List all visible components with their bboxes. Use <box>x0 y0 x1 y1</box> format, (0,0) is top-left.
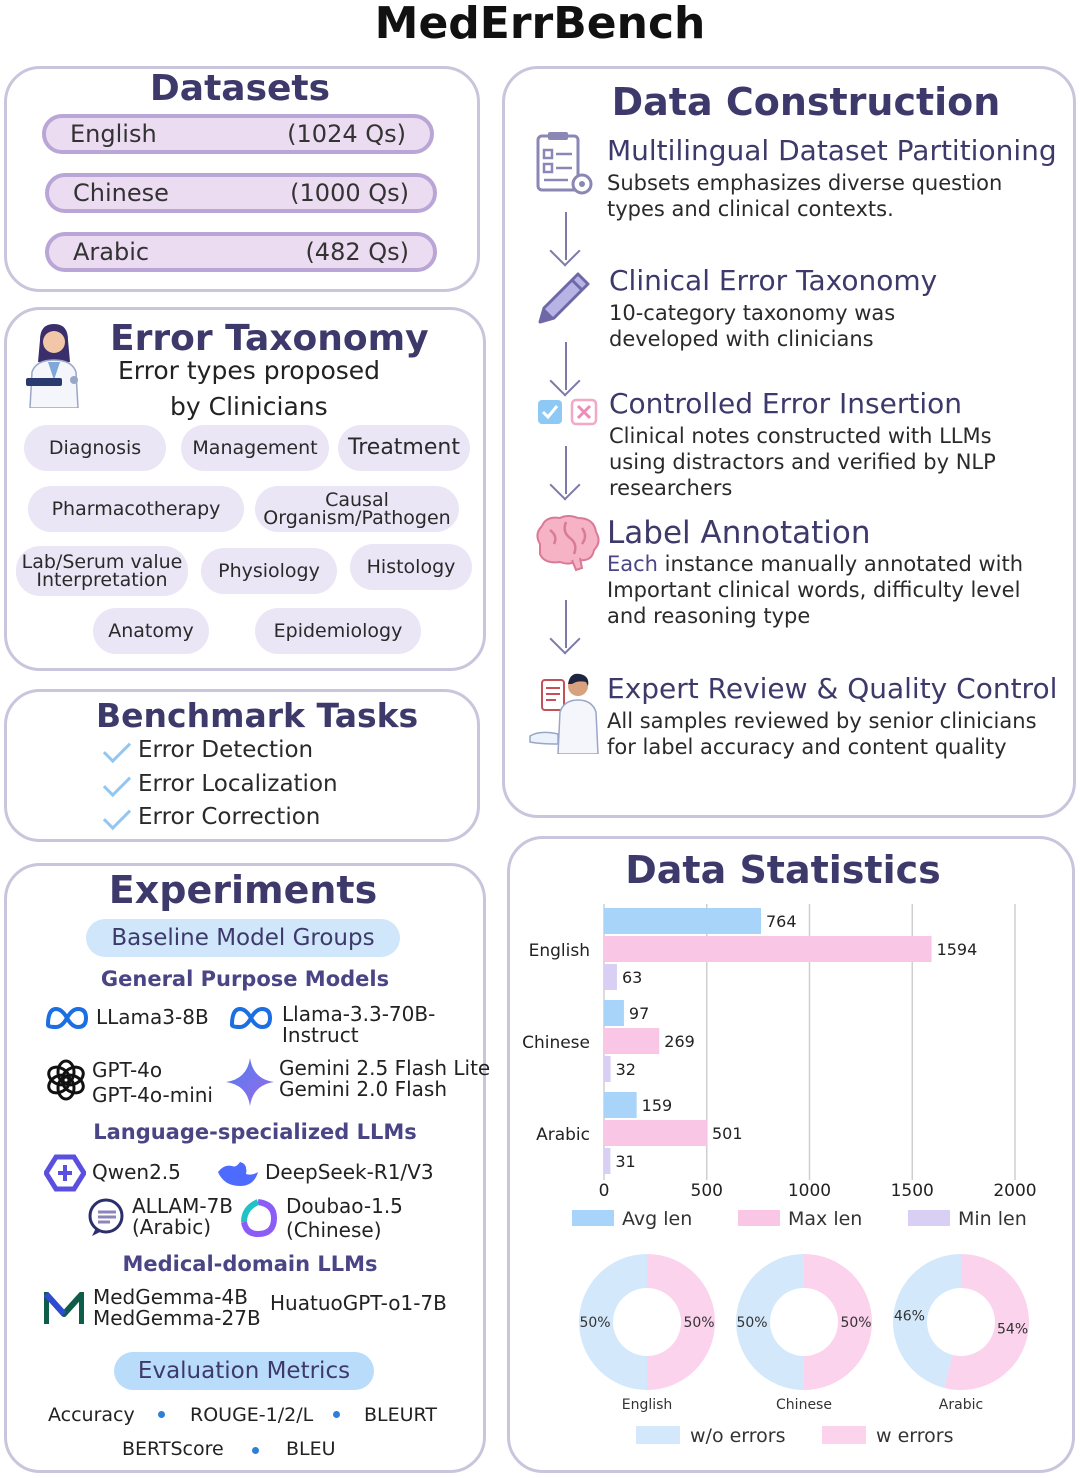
construction-heading: Data Construction <box>611 80 1001 124</box>
task-detection: Error Detection <box>138 737 314 763</box>
chip-treatment: Treatment <box>338 425 470 471</box>
dataset-lang: English <box>70 120 157 148</box>
checkbox-icon <box>536 398 600 426</box>
metric-bleurt: BLEURT <box>364 1404 437 1426</box>
clinician-icon <box>18 320 86 408</box>
legend-swatch <box>572 1210 614 1226</box>
bar-max-len <box>604 1028 659 1054</box>
data-label: 63 <box>621 968 643 987</box>
dataset-lang: Arabic <box>73 238 150 266</box>
model-doubao: Doubao-1.5 (Chinese) <box>286 1194 403 1242</box>
deepseek-icon <box>214 1156 262 1192</box>
slice-label: 50% <box>840 1315 872 1331</box>
data-label: 269 <box>664 1032 695 1051</box>
category-label: Arabic <box>536 1125 590 1145</box>
category-label: English <box>528 941 590 961</box>
x-tick-label: 1500 <box>890 1181 934 1201</box>
meta-icon <box>228 1003 274 1033</box>
category-label: Chinese <box>522 1033 590 1053</box>
metric-rouge: ROUGE-1/2/L <box>190 1404 314 1426</box>
metric-bleu: BLEU <box>286 1438 336 1460</box>
bar-avg-len <box>604 908 761 934</box>
legend-label: Avg len <box>622 1208 693 1230</box>
model-allam: ALLAM-7B (Arabic) <box>132 1194 234 1239</box>
bar-min-len <box>604 1148 610 1174</box>
dataset-count: (482 Qs) <box>305 238 409 266</box>
dataset-count: (1024 Qs) <box>287 120 406 148</box>
data-label: 764 <box>766 912 797 931</box>
dataset-count: (1000 Qs) <box>290 179 409 207</box>
model-qwen: Qwen2.5 <box>92 1160 181 1184</box>
dataset-lang: Chinese <box>73 179 169 207</box>
donut-title: Arabic <box>938 1397 984 1413</box>
metric-accuracy: Accuracy <box>48 1404 135 1426</box>
x-tick-label: 500 <box>690 1181 723 1201</box>
chip-management: Management <box>181 425 329 471</box>
model-medgemma: MedGemma-4B MedGemma-27B <box>93 1285 261 1330</box>
meta-icon <box>44 1003 90 1033</box>
metric-bertscore: BERTScore <box>122 1438 224 1460</box>
step-desc-lead: Each <box>607 552 658 576</box>
step-title: Multilingual Dataset Partitioning <box>607 134 1057 167</box>
chip-histology: Histology <box>350 544 472 590</box>
legend-swatch <box>738 1210 780 1226</box>
chip-causal-organism: Causal Organism/Pathogen <box>255 486 459 532</box>
data-label: 97 <box>628 1004 650 1023</box>
bullet-dot <box>252 1447 259 1454</box>
length-bar-chart <box>510 900 1070 1240</box>
x-tick-label: 1000 <box>787 1181 832 1201</box>
step-title: Expert Review & Quality Control <box>607 672 1058 705</box>
clipboard-gear-icon <box>532 130 600 198</box>
model-deepseek: DeepSeek-R1/V3 <box>265 1160 434 1184</box>
x-tick-label: 0 <box>598 1181 610 1201</box>
benchmark-heading: Benchmark Tasks <box>96 696 419 735</box>
legend-label: Max len <box>788 1208 863 1230</box>
slice-label: 50% <box>579 1315 611 1331</box>
data-label: 31 <box>615 1152 636 1171</box>
error-donut-charts <box>560 1248 1060 1454</box>
x-tick-label: 2000 <box>993 1181 1037 1201</box>
statistics-heading: Data Statistics <box>625 848 941 892</box>
dataset-arabic <box>45 232 437 272</box>
datasets-heading: Datasets <box>149 68 331 109</box>
step-title: Label Annotation <box>607 515 871 551</box>
language-heading: Language-specialized LLMs <box>93 1120 417 1144</box>
bar-max-len <box>604 1120 707 1146</box>
taxonomy-heading: Error Taxonomy <box>110 318 429 359</box>
flow-arrow <box>565 600 567 648</box>
step-title: Clinical Error Taxonomy <box>609 264 938 297</box>
flow-arrow <box>565 342 567 390</box>
bar-avg-len <box>604 1000 624 1026</box>
task-localization: Error Localization <box>138 771 338 797</box>
legend-label: Min len <box>958 1208 1027 1230</box>
baseline-pill: Baseline Model Groups <box>86 919 400 957</box>
model-gemini: Gemini 2.5 Flash Lite Gemini 2.0 Flash <box>279 1056 491 1101</box>
model-gpt-4o: GPT-4o GPT-4o-mini <box>92 1058 213 1107</box>
doctor-review-icon <box>528 670 604 754</box>
step-desc: Clinical notes constructed with LLMs using distractors and verified by NLP researchers <box>609 424 996 500</box>
experiments-heading: Experiments <box>108 868 378 912</box>
chip-diagnosis: Diagnosis <box>24 425 166 471</box>
bar-max-len <box>604 936 932 962</box>
chip-epidemiology: Epidemiology <box>255 608 421 654</box>
slice-label: 50% <box>683 1315 715 1331</box>
taxonomy-subtitle-1: Error types proposed <box>118 356 381 385</box>
slice-label: 50% <box>736 1315 768 1331</box>
legend-swatch <box>636 1426 680 1444</box>
chip-pharmacotherapy: Pharmacotherapy <box>28 486 244 532</box>
qwen-icon <box>44 1153 86 1193</box>
medical-heading: Medical-domain LLMs <box>122 1252 378 1276</box>
doubao-icon <box>240 1198 278 1238</box>
bar-min-len <box>604 964 617 990</box>
chip-anatomy: Anatomy <box>93 608 209 654</box>
legend-swatch <box>822 1426 866 1444</box>
general-heading: General Purpose Models <box>100 967 390 991</box>
legend-label: w/o errors <box>690 1425 786 1447</box>
model-llama3-8b: LLama3-8B <box>96 1005 209 1029</box>
step-title: Controlled Error Insertion <box>609 387 963 420</box>
allam-icon <box>86 1196 128 1238</box>
donut-title: English <box>621 1397 673 1413</box>
step-desc-body: instance manually annotated with Important clinical words, difficulty level and reasoning type <box>607 552 1024 628</box>
pencil-icon <box>534 268 594 328</box>
chip-physiology: Physiology <box>201 548 337 594</box>
gemini-icon <box>224 1056 276 1108</box>
model-llama-70b: Llama-3.3-70B- Instruct <box>282 1002 436 1047</box>
openai-icon <box>44 1058 88 1102</box>
flow-arrow <box>565 446 567 494</box>
step-desc: All samples reviewed by senior clinicians for label accuracy and content quality <box>607 709 1037 759</box>
bullet-dot <box>333 1411 340 1418</box>
bullet-dot <box>158 1411 165 1418</box>
legend-swatch <box>908 1210 950 1226</box>
brain-icon <box>532 514 602 572</box>
dataset-chinese <box>45 173 437 213</box>
step-desc: 10-category taxonomy was developed with clinicians <box>609 301 896 351</box>
slice-label: 46% <box>893 1308 925 1325</box>
bar-min-len <box>604 1056 611 1082</box>
data-label: 1594 <box>936 940 978 959</box>
donut-title: Chinese <box>776 1397 832 1413</box>
chip-lab-serum: Lab/Serum value Interpretation <box>16 546 188 596</box>
model-huatuo: HuatuoGPT-o1-7B <box>270 1291 447 1315</box>
bar-avg-len <box>604 1092 637 1118</box>
task-correction: Error Correction <box>138 804 321 830</box>
data-label: 159 <box>641 1096 673 1115</box>
flow-arrow <box>565 212 567 260</box>
metrics-pill: Evaluation Metrics <box>114 1352 374 1390</box>
taxonomy-subtitle-2: by Clinicians <box>170 392 328 421</box>
step-desc <box>607 551 1023 629</box>
medgemma-icon <box>44 1292 84 1326</box>
slice-label: 54% <box>997 1321 1029 1338</box>
page-title: MedErrBench <box>374 0 706 49</box>
data-label: 32 <box>615 1060 636 1079</box>
dataset-english <box>42 114 434 154</box>
step-desc: Subsets emphasizes diverse question types and clinical contexts. <box>607 171 1003 221</box>
legend-label: w errors <box>876 1425 954 1447</box>
data-label: 501 <box>711 1124 743 1143</box>
